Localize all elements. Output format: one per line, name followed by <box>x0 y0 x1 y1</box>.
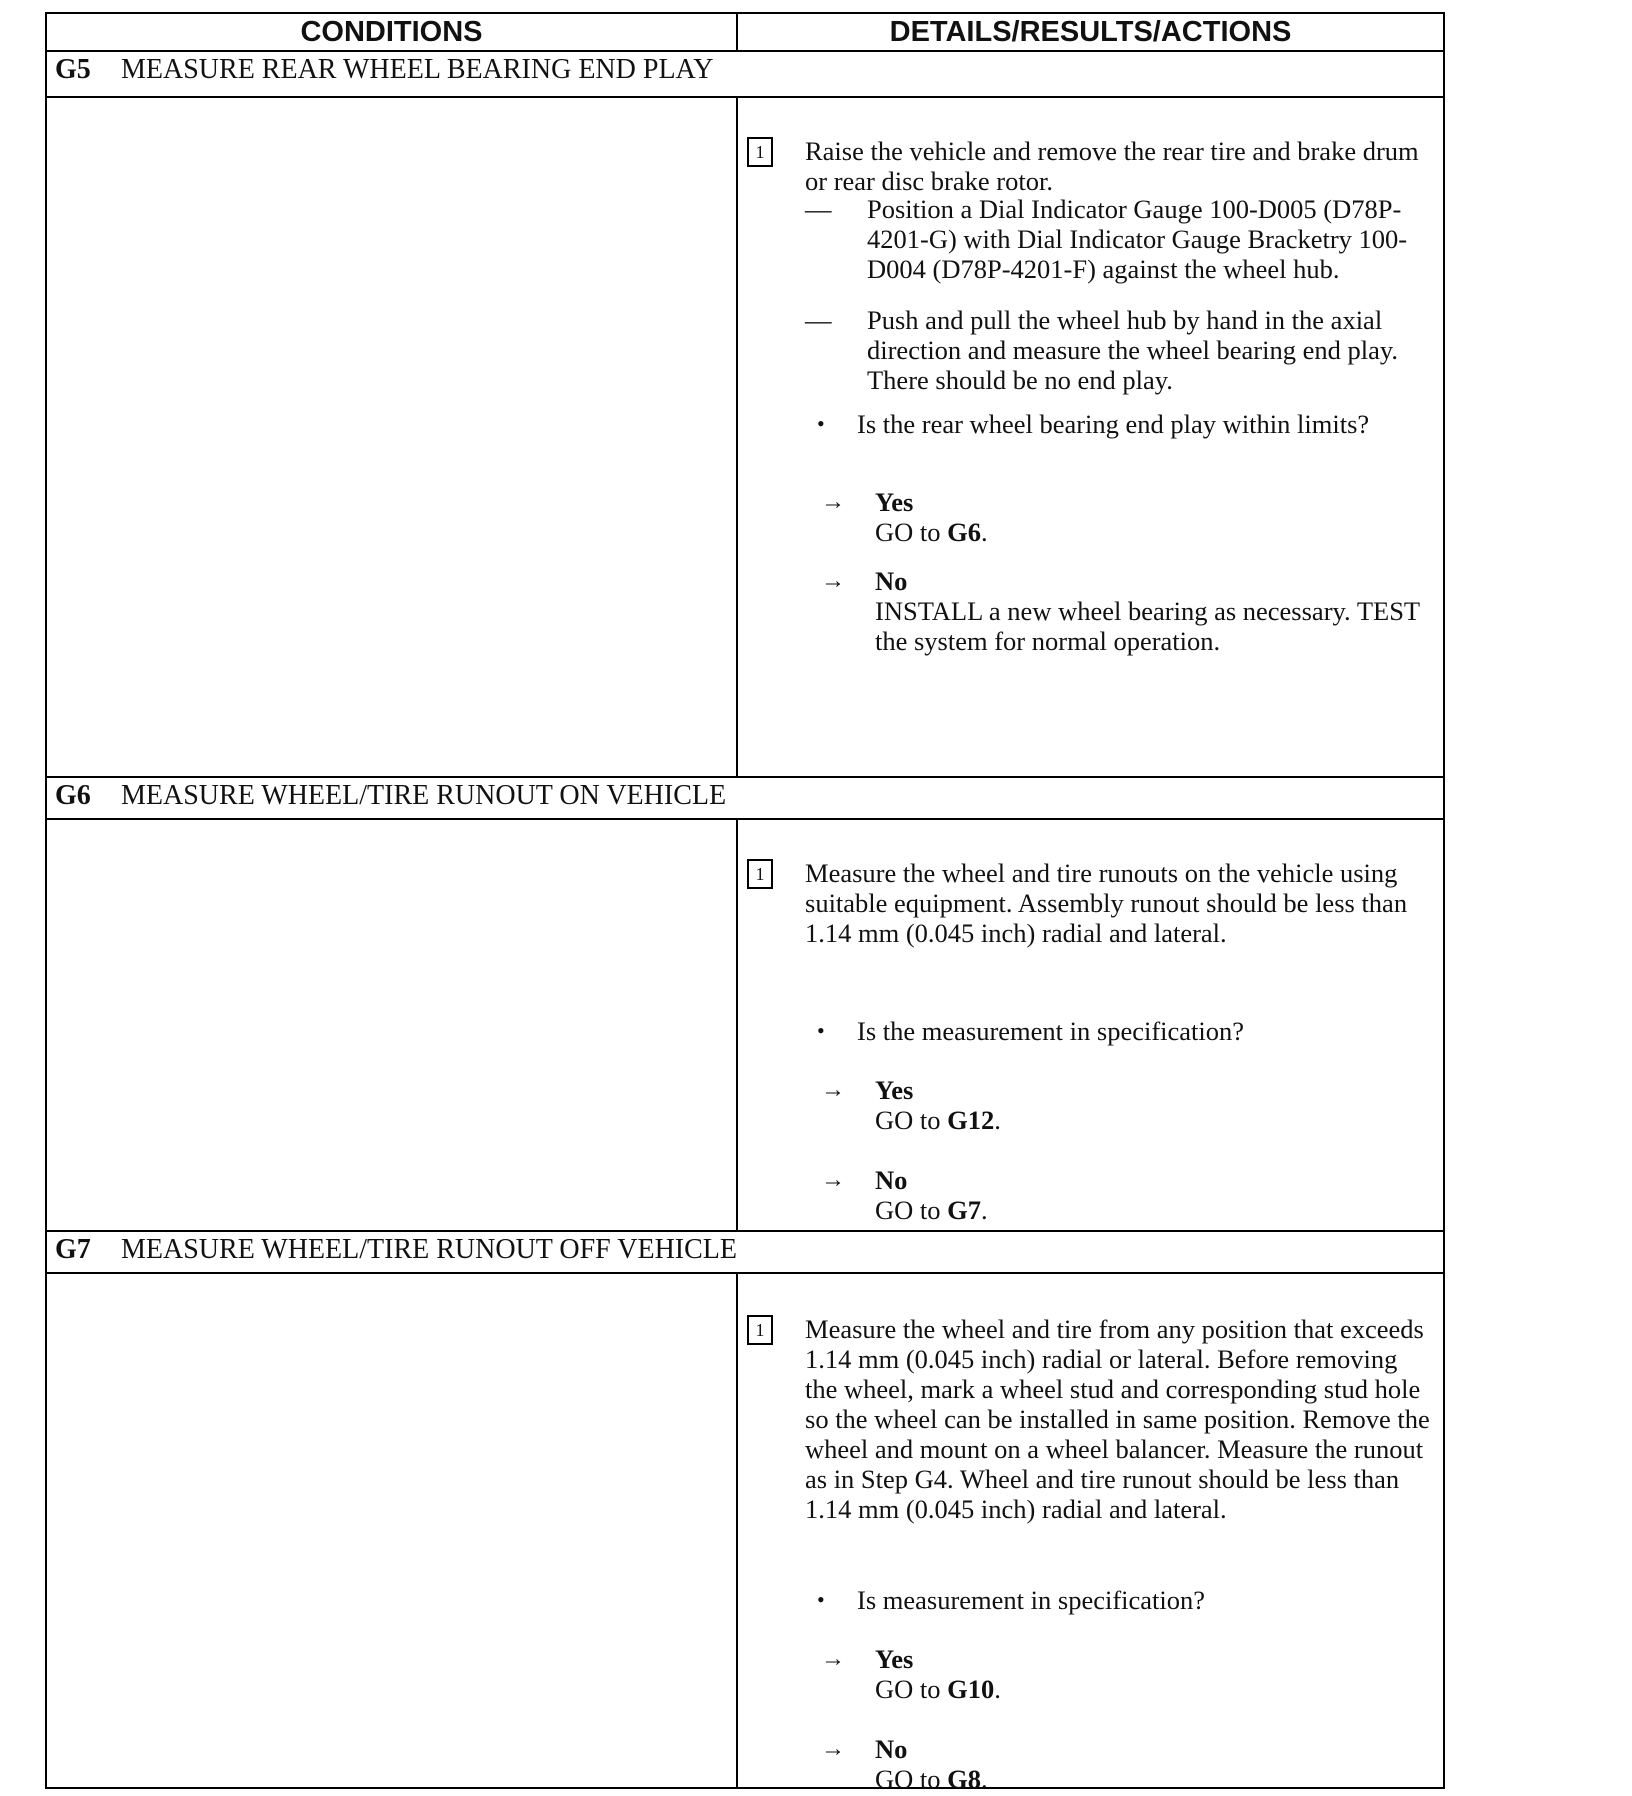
column-divider <box>736 818 738 1230</box>
step-reference: G12 <box>947 1105 995 1135</box>
action-suffix: . <box>981 1195 988 1225</box>
answer-action <box>875 517 1435 547</box>
question-text: Is the measurement in specification? <box>857 1016 1245 1046</box>
sub-instruction-text: Push and pull the wheel hub by hand in the axial direction and measure the wheel bearing end play. There should be no end play. <box>867 305 1399 395</box>
conditions-cell-g6 <box>47 820 736 1230</box>
step-id: G5 <box>55 54 91 85</box>
details-cell-g6 <box>747 820 1437 1230</box>
answer-action: INSTALL a new wheel bearing as necessary. TEST the system for normal operation. <box>875 596 1420 656</box>
bullet-marker: • <box>817 1587 825 1612</box>
arrow-right-icon: → <box>821 1736 845 1762</box>
conditions-cell-g7 <box>47 1274 736 1787</box>
step-reference: G6 <box>947 517 982 547</box>
answer-label: Yes <box>875 487 914 517</box>
action-text: GO to <box>875 1764 948 1794</box>
action-text: GO to <box>875 1195 948 1225</box>
step-title-g6 <box>55 778 726 814</box>
step-id: G6 <box>55 780 91 811</box>
conditions-header: CONDITIONS <box>300 16 483 48</box>
question-text: Is measurement in specification? <box>857 1585 1206 1615</box>
substep-number-box: 1 <box>747 1315 773 1345</box>
question-text: Is the rear wheel bearing end play within limits? <box>857 409 1370 439</box>
arrow-right-icon: → <box>821 489 845 515</box>
answer-label: No <box>875 1734 908 1764</box>
action-suffix: . <box>994 1674 1001 1704</box>
dash-marker: — <box>805 194 832 224</box>
substep-number-box: 1 <box>747 137 773 167</box>
action-text: GO to <box>875 1674 948 1704</box>
details-cell-g7 <box>747 1274 1437 1794</box>
step-reference: G7 <box>947 1195 982 1225</box>
step-instruction: Measure the wheel and tire runouts on the vehicle using suitable equipment. Assembly runout should be less than 1.14 mm (0.045 inch) radial and lateral. <box>805 858 1408 948</box>
bullet-marker: • <box>817 1018 825 1043</box>
step-title-g5 <box>55 52 713 88</box>
answer-action <box>875 1105 1435 1135</box>
arrow-right-icon: → <box>821 1077 845 1103</box>
details-cell-g5 <box>747 98 1437 776</box>
sub-instruction-text: Position a Dial Indicator Gauge 100-D005 (D78P-4201-G) with Dial Indicator Gauge Bracketry 100-D004 (D78P-4201-F) against the wheel hub. <box>867 194 1408 284</box>
answer-label: No <box>875 1165 908 1195</box>
bullet-marker: • <box>817 411 825 436</box>
action-text: GO to <box>875 1105 948 1135</box>
details-header: DETAILS/RESULTS/ACTIONS <box>889 16 1292 48</box>
answer-label: Yes <box>875 1644 914 1674</box>
step-title-g7 <box>55 1232 737 1268</box>
step-id: G7 <box>55 1234 91 1265</box>
step-title-text: MEASURE WHEEL/TIRE RUNOUT OFF VEHICLE <box>121 1234 737 1265</box>
answer-action <box>875 1195 1435 1225</box>
conditions-cell-g5 <box>47 98 736 776</box>
step-instruction: Measure the wheel and tire from any position that exceeds 1.14 mm (0.045 inch) radial or lateral. Before removing the wheel, mark a wheel stud and corresponding stud hole so the wheel can be installed in same position. Remove the wheel and mount on a wheel balancer. Measure the runout as in Step G4. Wheel and tire runout should be less than 1.14 mm (0.045 inch) radial and lateral. <box>805 1314 1430 1524</box>
column-divider <box>736 96 738 776</box>
answer-action <box>875 1764 1435 1794</box>
action-suffix: . <box>981 517 988 547</box>
answer-action <box>875 1674 1435 1704</box>
arrow-right-icon: → <box>821 1646 845 1672</box>
answer-label: No <box>875 566 908 596</box>
action-suffix: . <box>994 1105 1001 1135</box>
answer-label: Yes <box>875 1075 914 1105</box>
step-instruction: Raise the vehicle and remove the rear tire and brake drum or rear disc brake rotor. <box>805 136 1419 196</box>
action-suffix: . <box>981 1764 988 1794</box>
step-reference: G8 <box>947 1764 982 1794</box>
arrow-right-icon: → <box>821 568 845 594</box>
column-divider <box>736 1272 738 1789</box>
step-title-text: MEASURE WHEEL/TIRE RUNOUT ON VEHICLE <box>121 780 727 811</box>
procedure-table <box>45 12 1445 1794</box>
step-title-text: MEASURE REAR WHEEL BEARING END PLAY <box>121 54 714 85</box>
dash-marker: — <box>805 305 832 335</box>
arrow-right-icon: → <box>821 1167 845 1193</box>
action-text: GO to <box>875 517 948 547</box>
substep-number-box: 1 <box>747 859 773 889</box>
step-reference: G10 <box>947 1674 995 1704</box>
header-divider <box>736 14 738 52</box>
